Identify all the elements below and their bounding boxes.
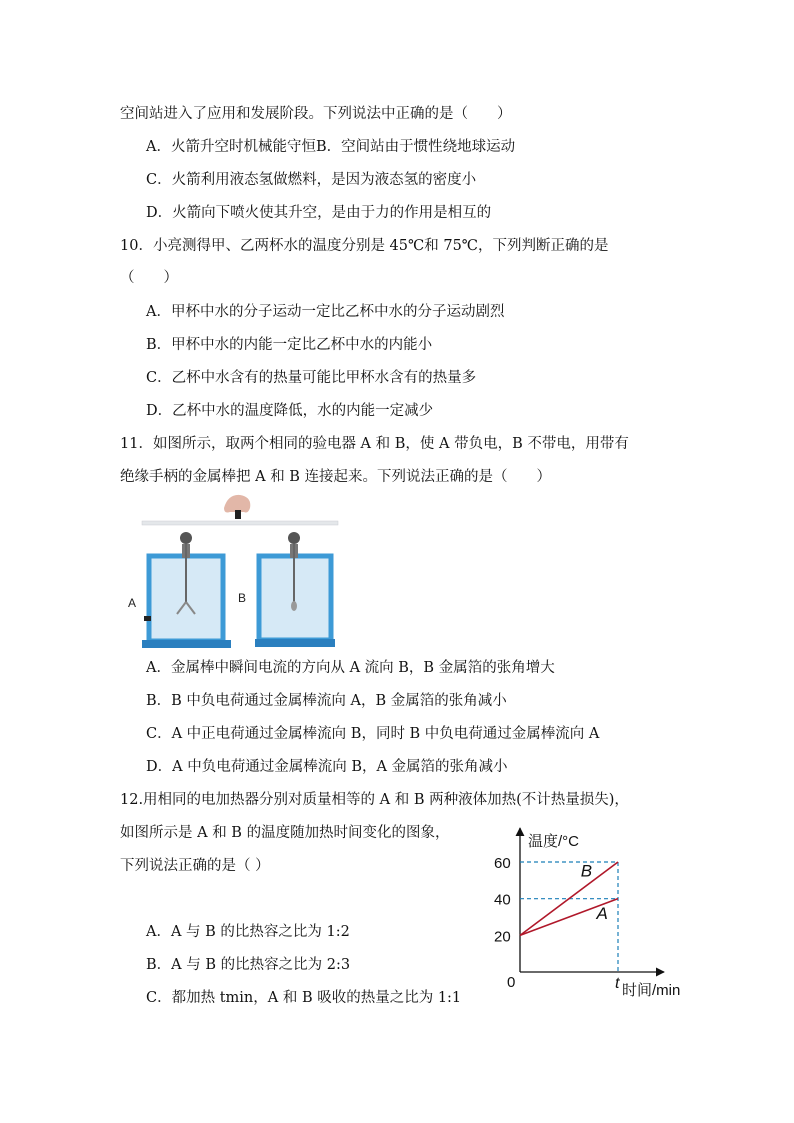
electroscope-b [255,532,335,647]
q10-option-c: C．乙杯中水含有的热量可能比甲杯水含有的热量多 [146,370,477,386]
q12-stem-line2: 如图所示是 A 和 B 的温度随加热时间变化的图象， [120,825,450,841]
q9-option-a: A．火箭升空时机械能守恒B．空间站由于惯性绕地球运动 [146,139,516,155]
q10-option-d: D．乙杯中水的温度降低，水的内能一定减少 [146,403,434,419]
q11-option-c: C．A 中正电荷通过金属棒流向 B，同时 B 中负电荷通过金属棒流向 A [146,726,600,742]
q12-stem-line1: 12.用相同的电加热器分别对质量相等的 A 和 B 两种液体加热(不计热量损失)， [120,792,629,808]
y-tick-label-60: 60 [494,855,511,872]
q10-stem: 10．小亮测得甲、乙两杯水的温度分别是 45℃和 75℃，下列判断正确的是 [120,238,609,254]
q12-stem-line3: 下列说法正确的是（ ） [120,858,270,874]
q11-stem-line1: 11．如图所示，取两个相同的验电器 A 和 B，使 A 带负电，B 不带电，用带有 [120,436,629,452]
hand-icon [224,495,250,519]
electroscope-a [142,532,231,648]
q9-option-d: D．火箭向下喷火使其升空，是由于力的作用是相互的 [146,205,492,221]
q11-option-d: D．A 中负电荷通过金属棒流向 B，A 金属箔的张角减小 [146,759,508,775]
q11-option-b: B．B 中负电荷通过金属棒流向 A，B 金属箔的张角减小 [146,693,507,709]
y-tick-label-20: 20 [494,928,511,946]
q10-option-b: B．甲杯中水的内能一定比乙杯中水的内能小 [146,337,433,353]
q12-option-a: A．A 与 B 的比热容之比为 1:2 [146,924,350,940]
temperature-time-chart [476,824,702,1006]
metal-rod [142,521,338,525]
q10-stem-paren: （ ） [120,270,178,286]
q11-option-a: A．金属棒中瞬间电流的方向从 A 流向 B，B 金属箔的张角增大 [146,660,555,676]
q9-stem: 空间站进入了应用和发展阶段。下列说法中正确的是（ ） [120,106,512,122]
electroscope-b-label: B [238,591,247,605]
series-label-B: B [580,861,593,881]
q12-option-c: C．都加热 tmin，A 和 B 吸收的热量之比为 1:1 [146,990,462,1006]
electroscope-figure [120,492,350,652]
electroscope-a-label: A [128,596,137,610]
y-tick-label-40: 40 [494,891,511,909]
q11-stem-line2: 绝缘手柄的金属棒把 A 和 B 连接起来。下列说法正确的是（ ） [120,469,552,485]
x-tick-label-t: t [615,975,620,992]
series-label-A: A [596,904,608,924]
q10-option-a: A．甲杯中水的分子运动一定比乙杯中水的分子运动剧烈 [146,304,505,320]
x-axis-label: 时间/min [622,982,681,999]
q12-option-b: B．A 与 B 的比热容之比为 2:3 [146,957,351,973]
y-axis-label: 温度/°C [528,833,579,850]
q9-option-c: C．火箭利用液态氢做燃料，是因为液态氢的密度小 [146,172,477,188]
origin-label: 0 [507,974,516,991]
